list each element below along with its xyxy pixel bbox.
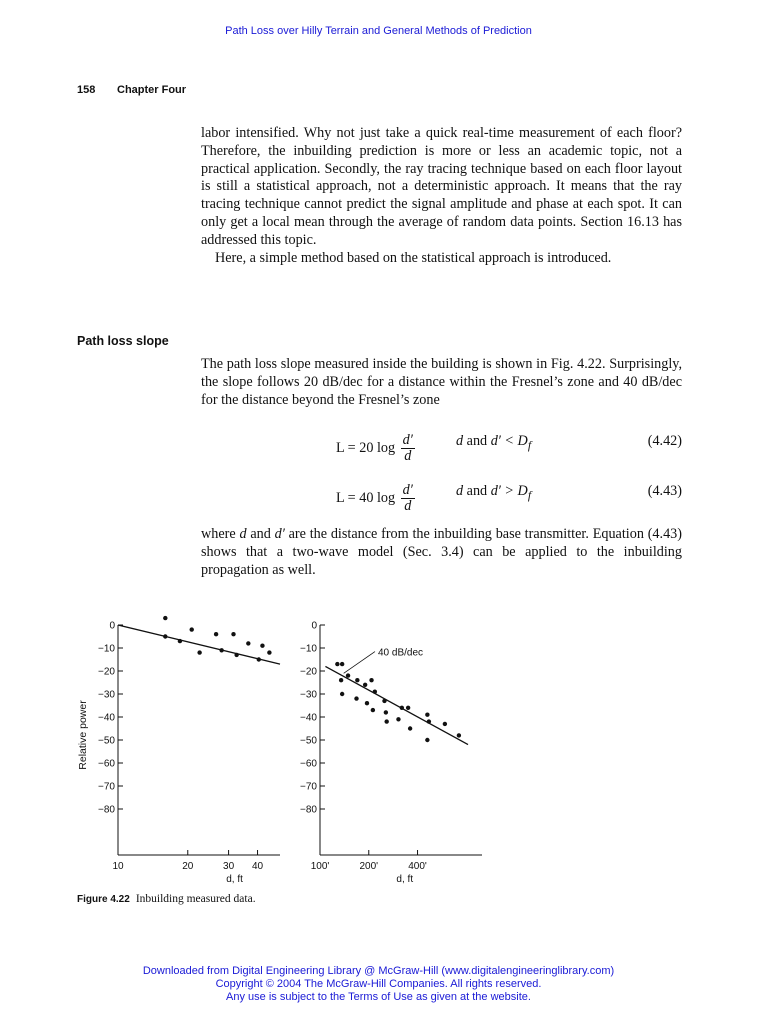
y-tick-label: −20 [300, 666, 317, 678]
data-point [246, 641, 250, 645]
data-point [178, 639, 182, 643]
running-title: Path Loss over Hilly Terrain and General Methods of Prediction [225, 25, 532, 37]
data-point [335, 662, 339, 666]
section-heading: Path loss slope [77, 334, 169, 348]
x-tick-label: 100' [310, 861, 330, 872]
y-tick-label: −70 [98, 781, 115, 793]
footer-url-link[interactable]: www.digitalengineeringlibrary.com [445, 965, 611, 977]
y-tick-label: −30 [300, 689, 317, 701]
y-tick-label: −70 [300, 781, 317, 793]
data-point [457, 733, 461, 737]
paragraph-text: Here, a simple method based on the statistical approach is introduced. [215, 249, 612, 266]
fit-line [325, 666, 468, 744]
paragraph-text: The path loss slope measured inside the building is shown in Fig. 4.22. Surprisingly, the slope follows 20 dB/dec for a distance within the Fresnel’s zone and 40 dB/dec for the distance beyond the Fresnel’s zone [201, 356, 682, 408]
data-point [396, 717, 400, 721]
data-point [219, 648, 223, 652]
data-point [190, 627, 194, 631]
chapter-label: Chapter Four [117, 84, 187, 96]
y-axis-label: Relative power [77, 700, 89, 770]
download-footer [0, 965, 757, 1004]
data-point [163, 634, 167, 638]
condition-subscript: f [527, 487, 532, 502]
x-tick-label: 400' [408, 861, 427, 872]
data-point [408, 726, 412, 730]
data-point [339, 678, 343, 682]
y-tick-label: −60 [300, 758, 317, 770]
footer-line-3: Any use is subject to the Terms of Use as given at the website. [226, 991, 531, 1003]
footer-line-1: Downloaded from Digital Engineering Library @ McGraw-Hill (www.digitalengineeringlibrary.com) [142, 965, 615, 977]
data-point [354, 696, 358, 700]
data-point [443, 722, 447, 726]
paragraph-text [201, 526, 682, 579]
y-tick-label: −10 [300, 643, 317, 655]
y-tick-label: −20 [98, 666, 115, 678]
x-axis-label: d, ft [396, 874, 414, 885]
equation-condition [456, 483, 531, 503]
paragraph-text: labor intensified. Why not just take a quick real-time measurement of each floor? Therefore, the inbuilding prediction is more or less an academic topic, not a practical application. Secondly, the ray tracing technique based on each floor layout is still a statistical approach, not a deterministic approach. It means that the ray tracing technique cannot predict the signal amplitude and phase at each spot. It can only get a local mean through the average of random data points. Section 16.13 has addressed this topic. [201, 125, 682, 248]
data-point [257, 657, 261, 661]
equation-condition [456, 433, 531, 453]
equation-lhs [336, 483, 415, 514]
fraction-numerator: d′ [402, 482, 413, 498]
equation-lhs [336, 433, 415, 464]
math-var: d′ [274, 526, 285, 542]
equation-4-42 [330, 422, 682, 466]
figure-caption [77, 893, 256, 905]
equation-number: (4.42) [647, 433, 682, 449]
data-point [260, 644, 264, 648]
data-point [369, 678, 373, 682]
y-tick-label: −80 [98, 804, 115, 816]
data-point [231, 632, 235, 636]
y-tick-label: −40 [300, 712, 317, 724]
data-point [384, 719, 388, 723]
data-point [382, 699, 386, 703]
x-tick-label: 40 [251, 861, 264, 872]
equation-lhs-text: L = 20 log [336, 439, 396, 456]
annotation-leader [344, 652, 375, 674]
y-tick-label: −80 [300, 804, 317, 816]
fraction-denominator: d [404, 448, 412, 464]
data-point [365, 701, 369, 705]
equation-fraction [401, 433, 415, 464]
y-tick-label: −10 [98, 643, 115, 655]
data-point [363, 683, 367, 687]
y-tick-label: −40 [98, 712, 115, 724]
equation-4-43 [330, 472, 682, 516]
condition-and: and [463, 483, 491, 499]
data-point [214, 632, 218, 636]
right-chart-panel [300, 621, 482, 886]
page-number: 158 [77, 84, 96, 96]
data-point [340, 692, 344, 696]
y-tick-label: 0 [311, 620, 317, 632]
x-tick-label: 10 [112, 861, 124, 872]
y-tick-label: −30 [98, 689, 115, 701]
data-point [355, 678, 359, 682]
figure-4-22-chart [0, 600, 757, 890]
footer-line-2: Copyright © 2004 The McGraw-Hill Companies. All rights reserved. [215, 978, 542, 990]
math-var: d [239, 526, 247, 542]
y-tick-label: −50 [300, 735, 317, 747]
body-paragraph-1 [201, 125, 682, 267]
data-point [425, 738, 429, 742]
body-paragraph-2 [201, 356, 682, 409]
y-tick-label: −50 [98, 735, 115, 747]
data-point [346, 673, 350, 677]
y-tick-label: −60 [98, 758, 115, 770]
data-point [425, 713, 429, 717]
data-point [406, 706, 410, 710]
equation-number: (4.43) [647, 483, 682, 499]
figure-caption-text: Inbuilding measured data. [135, 893, 256, 905]
x-axis-label: d, ft [226, 874, 243, 885]
condition-and: and [463, 433, 491, 449]
fraction-numerator: d′ [402, 432, 413, 448]
condition-var: d [456, 433, 464, 449]
annotation-label: 40 dB/dec [377, 647, 424, 659]
data-point [234, 653, 238, 657]
fit-line [118, 625, 280, 664]
figure-label: Figure 4.22 [77, 894, 130, 905]
data-point [373, 690, 377, 694]
condition-relation: d′ > D [490, 483, 528, 499]
data-point [267, 650, 271, 654]
condition-subscript: f [527, 437, 532, 452]
data-point [427, 719, 431, 723]
data-point [371, 708, 375, 712]
y-tick-label: 0 [109, 620, 115, 632]
body-paragraph-3 [201, 526, 682, 579]
data-point [340, 662, 344, 666]
data-point [400, 706, 404, 710]
left-chart-panel [77, 616, 280, 885]
x-tick-label: 20 [182, 861, 194, 872]
data-point [163, 616, 167, 620]
condition-relation: d′ < D [490, 433, 528, 449]
text-run: where [201, 526, 240, 542]
x-tick-label: 200' [359, 861, 379, 872]
x-tick-label: 30 [223, 861, 235, 872]
fraction-denominator: d [404, 498, 412, 514]
equation-lhs-text: L = 40 log [336, 489, 396, 506]
equation-fraction [401, 483, 415, 514]
condition-var: d [456, 483, 464, 499]
text-run: are the distance from the inbuilding base transmitter. Equation (4.43) shows that a two-wave model (Sec. 3.4) can be applied to the inbuilding propagation as well. [201, 526, 682, 578]
text-run: and [246, 526, 275, 542]
data-point [197, 650, 201, 654]
data-point [384, 710, 388, 714]
